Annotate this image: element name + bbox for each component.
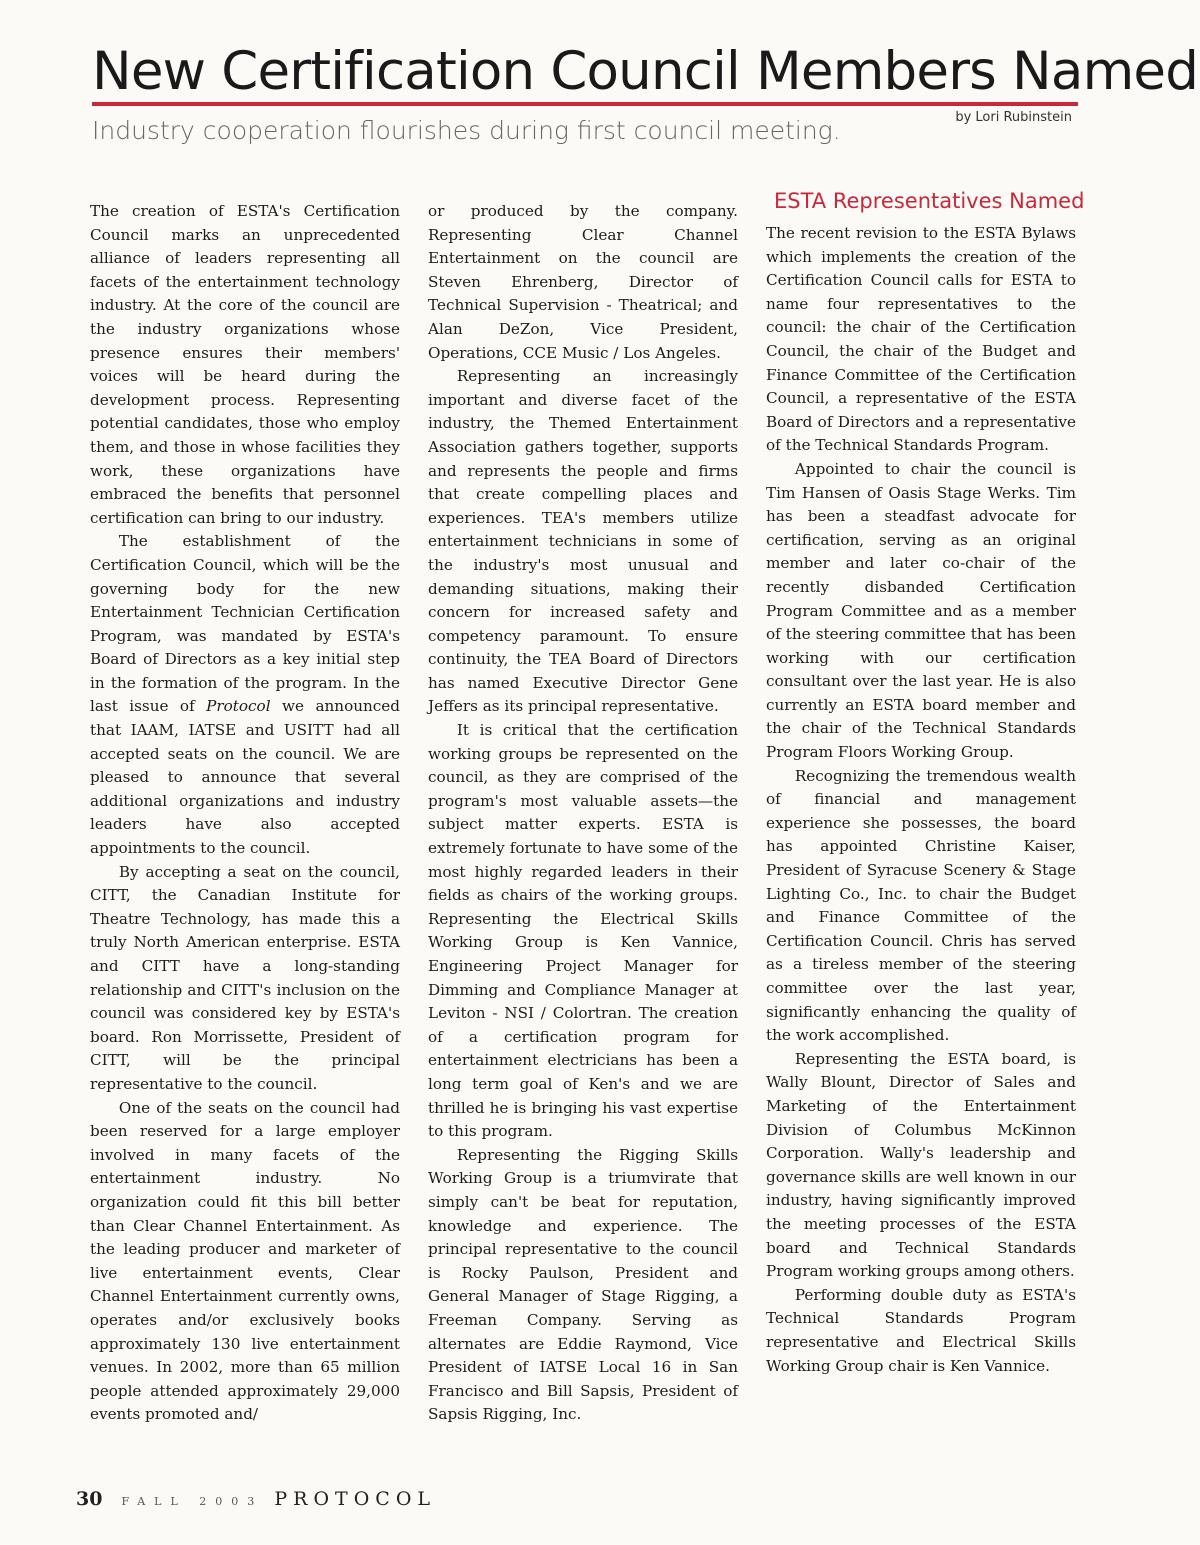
paragraph-text: The establishment of the Certification Council, which will be the governing body for the new Entertainment Technician Certification Program, was mandated by ESTA's Board of Directors as a key initial step in the formation of the program. In the last issue of bbox=[90, 532, 400, 716]
page-number: 30 bbox=[76, 1488, 103, 1510]
headline-rule bbox=[92, 102, 1078, 106]
paragraph: By accepting a seat on the council, CITT, the Canadian Institute for Theatre Technology, has made this a truly North American enterprise. ESTA and CITT have a long-standing relationship and CITT's inclusion on the council was considered key by ESTA's board. Ron Morrissette, President of CITT, will be the principal representative to the council. bbox=[90, 862, 400, 1093]
paragraph: Representing the ESTA board, is Wally Blount, Director of Sales and Marketing of the Entertainment Division of Columbus McKinnon Corporation. Wally's leadership and governance skills are well known in our industry, having significantly improved the meeting processes of the ESTA board and Technical Standards Program working groups among others. bbox=[766, 1049, 1076, 1281]
column-3 bbox=[766, 222, 1076, 1378]
paragraph: Recognizing the tremendous wealth of financial and management experience she possesses, the board has appointed Christine Kaiser, President of Syracuse Scenery & Stage Lighting Co., Inc. to chair the Budget and Finance Committee of the Certification Council. Chris has served as a tireless member of the steering committee over the last year, significantly enhancing the quality of the work accomplished. bbox=[766, 766, 1076, 1045]
sidebar-heading: ESTA Representatives Named bbox=[774, 189, 1085, 213]
page-footer bbox=[76, 1488, 436, 1510]
paragraph: The creation of ESTA's Certification Council marks an unprecedented alliance of leaders representing all facets of the entertainment technology industry. At the core of the council are the industry organizations whose presence ensures their members' voices will be heard during the development process. Representing potential candidates, those who employ them, and those in whose facilities they work, these organizations have embraced the benefits that personnel certification can bring to our industry. bbox=[90, 202, 400, 527]
article-headline: New Certification Council Members Named bbox=[92, 41, 1199, 102]
publication-name: Protocol bbox=[206, 697, 271, 716]
paragraph-text: we announced that IAAM, IATSE and USITT had all accepted seats on the council. We are pleased to announce that several additional organizations and industry leaders have also accepted appointments to the council. bbox=[90, 697, 401, 858]
paragraph: or produced by the company. Representing Clear Channel Entertainment on the council are Steven Ehrenberg, Director of Technical Supervision - Theatrical; and Alan DeZon, Vice President, Operations, CCE Music / Los Angeles. bbox=[428, 202, 738, 362]
article-byline: by Lori Rubinstein bbox=[955, 110, 1072, 125]
column-1 bbox=[90, 200, 400, 1427]
paragraph bbox=[90, 530, 400, 860]
paragraph: Representing the Rigging Skills Working Group is a triumvirate that simply can't be beat for reputation, knowledge and experience. The principal representative to the council is Rocky Paulson, President and General Manager of Stage Rigging, a Freeman Company. Serving as alternates are Eddie Raymond, Vice President of IATSE Local 16 in San Francisco and Bill Sapsis, President of Sapsis Rigging, Inc. bbox=[428, 1145, 738, 1424]
article-deck: Industry cooperation flourishes during first council meeting. bbox=[92, 116, 841, 145]
paragraph: Representing an increasingly important and diverse facet of the industry, the Themed Entertainment Association gathers together, supports and represents the people and firms that create compelling places and experiences. TEA's members utilize entertainment technicians in some of the industry's most unusual and demanding situations, making their concern for increased safety and competency paramount. To ensure continuity, the TEA Board of Directors has named Executive Director Gene Jeffers as its principal representative. bbox=[428, 367, 738, 716]
paragraph: One of the seats on the council had been reserved for a large employer involved in many facets of the entertainment industry. No organization could fit this bill better than Clear Channel Entertainment. As the leading producer and marketer of live entertainment events, Clear Channel Entertainment currently owns, operates and/or exclusively books approximately 130 live entertainment venues. In 2002, more than 65 million people attended approximately 29,000 events promoted and/ bbox=[90, 1098, 400, 1424]
magazine-name: PROTOCOL bbox=[274, 1488, 437, 1510]
column-2 bbox=[428, 200, 738, 1427]
paragraph: The recent revision to the ESTA Bylaws which implements the creation of the Certification Council calls for ESTA to name four representatives to the council: the chair of the Certification Council, the chair of the Budget and Finance Committee of the Certification Council, a representative of the ESTA Board of Directors and a representative of the Technical Standards Program. bbox=[766, 224, 1076, 455]
paragraph: It is critical that the certification working groups be represented on the council, as they are comprised of the program's most valuable assets—the subject matter experts. ESTA is extremely fortunate to have some of the most highly regarded leaders in their fields as chairs of the working groups. Representing the Electrical Skills Working Group is Ken Vannice, Engineering Project Manager for Dimming and Compliance Manager at Leviton - NSI / Colortran. The creation of a certification program for entertainment electricians has been a long term goal of Ken's and we are thrilled he is bringing his vast expertise to this program. bbox=[428, 721, 738, 1141]
paragraph: Performing double duty as ESTA's Technical Standards Program representative and Electrical Skills Working Group chair is Ken Vannice. bbox=[766, 1285, 1076, 1375]
issue-season: FALL 2003 bbox=[121, 1495, 264, 1508]
paragraph: Appointed to chair the council is Tim Hansen of Oasis Stage Werks. Tim has been a steadfast advocate for certification, serving as an original member and later co-chair of the recently disbanded Certification Program Committee and as a member of the steering committee that has been working with our certification consultant over the last year. He is also currently an ESTA board member and the chair of the Technical Standards Program Floors Working Group. bbox=[766, 459, 1076, 762]
